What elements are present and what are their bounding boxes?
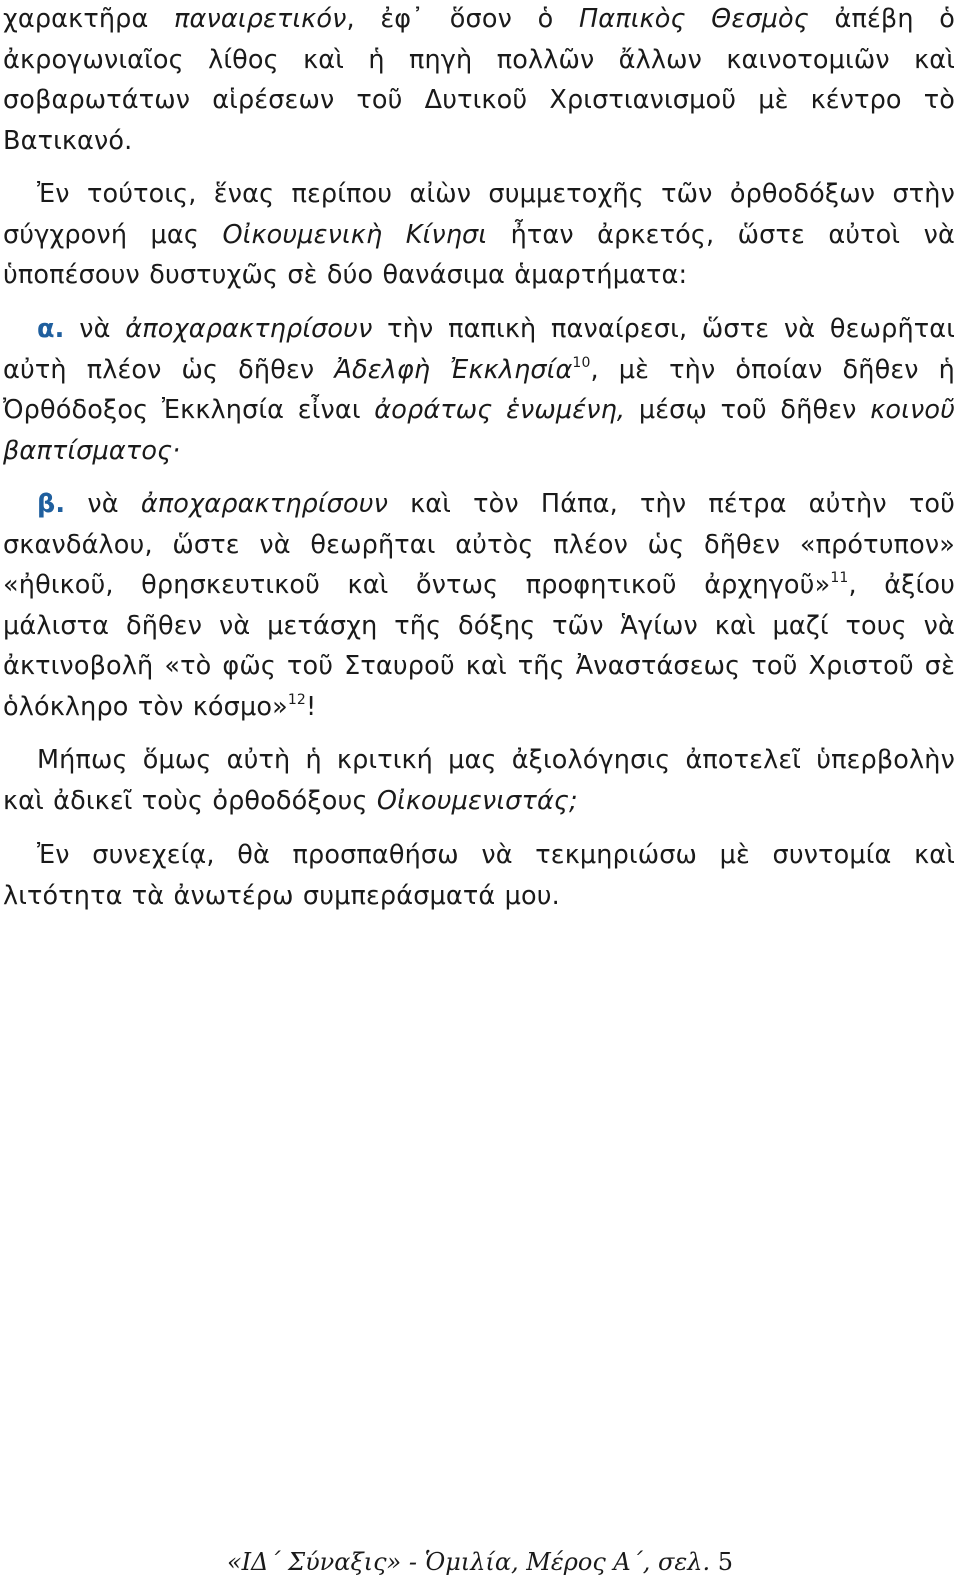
italic-term: ἀοράτως ἑνωμένη, xyxy=(374,395,626,425)
italic-term: Ἀδελφὴ Ἐκκλησία xyxy=(334,354,573,385)
text-run: Ἐν συνεχείᾳ, θὰ προσπαθήσω νὰ τεκμηριώσω μὲ συντομία καὶ λιτότητα τὰ ἀνωτέρω συμπεράσματά μου. xyxy=(3,840,955,911)
footer-title: «ΙΔ΄ Σύναξις» - Ὁμιλία, Μέρος Α΄, σελ. xyxy=(226,1548,711,1576)
text-run: τὴν παπικὴ παναίρεσι, ὥστε νὰ θεωρῆται αὐτὴ πλέον ὡς δῆθεν xyxy=(3,314,955,385)
page-footer xyxy=(0,1548,960,1576)
paragraph-1 xyxy=(3,0,955,161)
text-run: Μήπως ὅμως αὐτὴ ἡ κριτική μας ἀξιολόγησις ἀποτελεῖ ὑπερβολὴν καὶ ἀδικεῖ τοὺς ὀρθοδόξους xyxy=(3,745,955,816)
paragraph-point-b xyxy=(3,484,955,727)
text-run: , μὲ τὴν ὁποίαν δῆθεν ἡ Ὀρθόδοξος Ἐκκλησία εἶναι xyxy=(3,354,955,425)
text-run: ἀπέβη ὁ ἀκρογωνιαῖος λίθος καὶ ἡ πηγὴ πολλῶν ἄλλων καινοτομιῶν καὶ σοβαρωτάτων αἱρέσεων τοῦ Δυτικοῦ Χριστιανισμοῦ μὲ κέντρο τὸ Βατικανό. xyxy=(3,4,955,156)
text-run: ! xyxy=(305,691,317,722)
paragraph-2 xyxy=(3,174,955,296)
italic-term: Οἰκουμενιστάς; xyxy=(376,785,578,816)
page-number: 5 xyxy=(717,1548,733,1576)
paragraph-point-a xyxy=(3,309,955,471)
text-run: νὰ xyxy=(64,314,126,344)
italic-term: παναιρετικόν xyxy=(174,4,347,34)
text-run: , ἐφ᾽ ὅσον ὁ xyxy=(346,4,579,34)
paragraph-5 xyxy=(3,740,955,821)
italic-term: Παπικὸς Θεσμὸς xyxy=(578,4,809,34)
text-run: καὶ τὸν Πάπα, τὴν πέτρα αὐτὴν τοῦ σκανδάλου, ὥστε νὰ θεωρῆται αὐτὸς πλέον ὡς δῆθεν «πρότυπον» «ἠθικοῦ, θρησκευτικοῦ καὶ ὄντως προφητικοῦ ἀρχηγοῦ» xyxy=(3,489,955,600)
italic-term: ἀποχαρακτηρίσουν xyxy=(140,489,389,519)
text-run: Ἐν τούτοις, ἕνας περίπου αἰὼν συμμετοχῆς τῶν ὀρθοδόξων στὴν σύγχρονή μας xyxy=(3,179,955,250)
italic-term: Οἰκουμενικὴ Κίνησι xyxy=(222,219,488,250)
italic-term: ἀποχαρακτηρίσουν xyxy=(125,314,373,344)
text-run: , ἀξίου μάλιστα δῆθεν νὰ μετάσχη τῆς δόξης τῶν Ἁγίων καὶ μαζί τους νὰ ἀκτινοβολῆ «τὸ φῶς τοῦ Σταυροῦ καὶ τῆς Ἀναστάσεως τοῦ Χριστοῦ σὲ ὁλόκληρο τὸν κόσμο» xyxy=(3,570,955,722)
list-marker: β. xyxy=(37,489,66,519)
footnote-ref: 10 xyxy=(572,354,591,371)
footnote-ref: 12 xyxy=(287,691,306,708)
italic-term: κοινοῦ βαπτίσματος· xyxy=(3,395,956,466)
paragraph-6 xyxy=(3,835,955,916)
text-run: μέσῳ τοῦ δῆθεν xyxy=(625,395,871,425)
footnote-ref: 11 xyxy=(830,570,849,586)
list-marker: α. xyxy=(37,314,65,344)
text-run: ἦταν ἀρκετός, ὥστε αὐτοὶ νὰ ὑποπέσουν δυστυχῶς σὲ δύο θανάσιμα ἁμαρτήματα: xyxy=(3,219,955,290)
text-run: νὰ xyxy=(65,489,141,519)
text-run: χαρακτῆρα xyxy=(3,4,175,34)
